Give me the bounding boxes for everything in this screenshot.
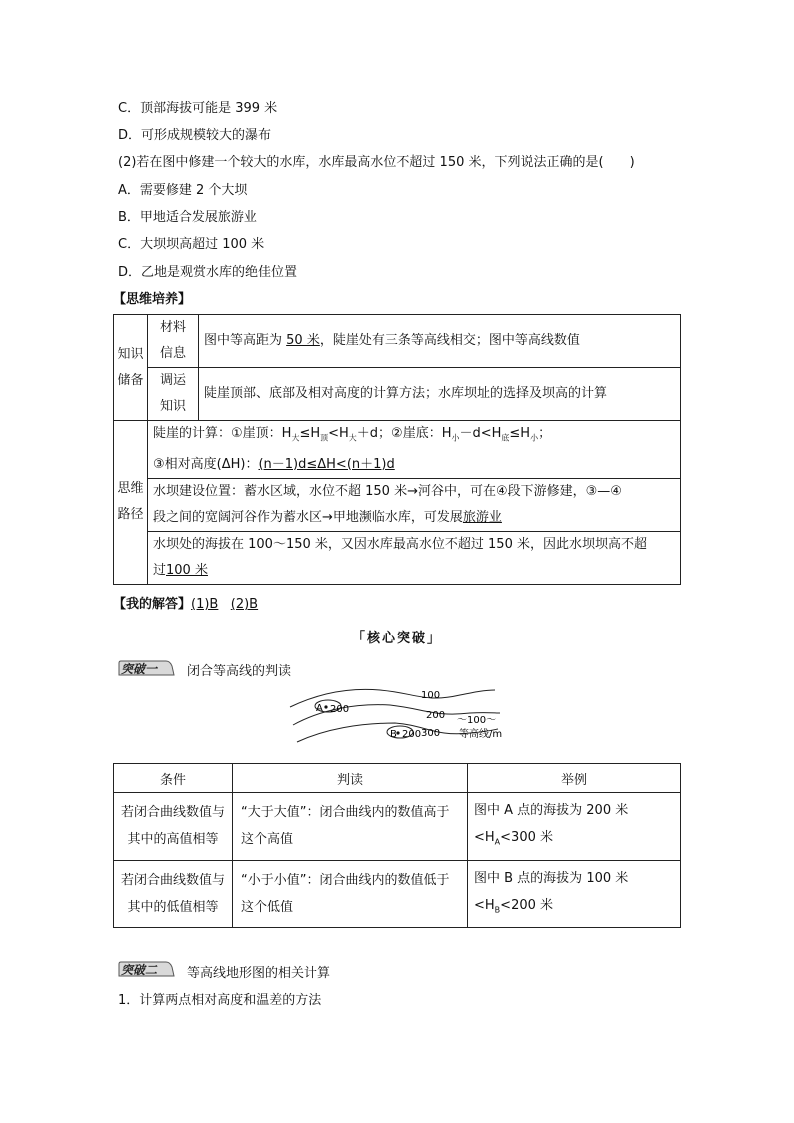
core-heading: 「核心突破」 xyxy=(351,631,442,646)
dam-height: 水坝处的海拔在 100～150 米，又因水库最高水位不超过 150 米，因此水坝坝高不超 过100 米 xyxy=(148,531,681,584)
contour-diagram xyxy=(285,685,525,755)
header-example: 举例 xyxy=(468,764,681,793)
breakthrough-badge-1: 突破一 xyxy=(118,660,176,676)
option-d-q1: D．可形成规模较大的瀑布 xyxy=(118,128,272,143)
my-answer: 【我的解答】(1)B (2)B xyxy=(113,597,259,612)
item-1: 1．计算两点相对高度和温差的方法 xyxy=(118,993,322,1008)
knowledge-info: 陡崖顶部、底部及相对高度的计算方法；水库坝址的选择及坝高的计算 xyxy=(199,368,681,421)
header-condition: 条件 xyxy=(114,764,233,793)
thinking-heading: 【思维培养】 xyxy=(113,292,192,307)
reading-high: “大于大值”：闭合曲线内的数值高于这个高值 xyxy=(233,793,468,861)
question-2: (2)若在图中修建一个较大的水库，水库最高水位不超过 150 米，下列说法正确的是( ) xyxy=(118,155,635,170)
label-material: 材料信息 xyxy=(148,315,199,368)
condition-high: 若闭合曲线数值与其中的高值相等 xyxy=(114,793,233,861)
material-info: 图中等高距为 50 米，陡崖处有三条等高线相交；图中等高线数值 xyxy=(199,315,681,368)
thinking-table xyxy=(113,314,681,585)
section1-title: 闭合等高线的判读 xyxy=(187,664,292,679)
contour-label-200: 200 xyxy=(426,710,446,721)
legend-line: ～100～ xyxy=(457,715,497,726)
table-row xyxy=(114,860,681,928)
closed-contour-table xyxy=(113,763,681,928)
group-path: 思维路径 xyxy=(114,421,148,585)
breakthrough-badge-2: 突破二 xyxy=(118,961,176,977)
option-d-q2: D．乙地是观赏水库的绝佳位置 xyxy=(118,265,298,280)
contour-label-300: 300 xyxy=(421,728,441,739)
point-b-label: B xyxy=(390,729,397,740)
cliff-calculation: 陡崖的计算：①崖顶：$H_大\le H_顶<H_大+d$；②崖底：$H_小-d<H_底\le H_小$； ③相对高度(ΔH)：(n－1)d≤ΔH<(n＋1)d xyxy=(148,421,681,479)
label-knowledge: 调运知识 xyxy=(148,368,199,421)
option-a-q2: A．需要修建 2 个大坝 xyxy=(118,183,248,198)
point-a-label: A xyxy=(316,703,323,714)
point-a-value: 200 xyxy=(330,704,350,715)
dam-location: 水坝建设位置：蓄水区域，水位不超 150 米→河谷中，可在④段下游修建，③—④ 段之间的宽阔河谷作为蓄水区→甲地濒临水库，可发展旅游业 xyxy=(148,478,681,531)
reading-low: “小于小值”：闭合曲线内的数值低于这个低值 xyxy=(233,860,468,928)
option-c-q2: C．大坝坝高超过 100 米 xyxy=(118,237,265,252)
point-b-value: 200 xyxy=(402,729,422,740)
contour-label-100: 100 xyxy=(421,690,441,701)
legend-text: 等高线/m xyxy=(459,729,503,740)
example-b: 图中 B 点的海拔为 100 米$<H_B<200$ 米 xyxy=(468,860,681,928)
section2-title: 等高线地形图的相关计算 xyxy=(187,966,331,981)
option-c-q1: C．顶部海拔可能是 399 米 xyxy=(118,101,278,116)
table-row xyxy=(114,793,681,861)
example-a: 图中 A 点的海拔为 200 米$<H_A<300$ 米 xyxy=(468,793,681,861)
condition-low: 若闭合曲线数值与其中的低值相等 xyxy=(114,860,233,928)
group-knowledge: 知识储备 xyxy=(114,315,148,421)
header-reading: 判读 xyxy=(233,764,468,793)
option-b-q2: B．甲地适合发展旅游业 xyxy=(118,210,257,225)
